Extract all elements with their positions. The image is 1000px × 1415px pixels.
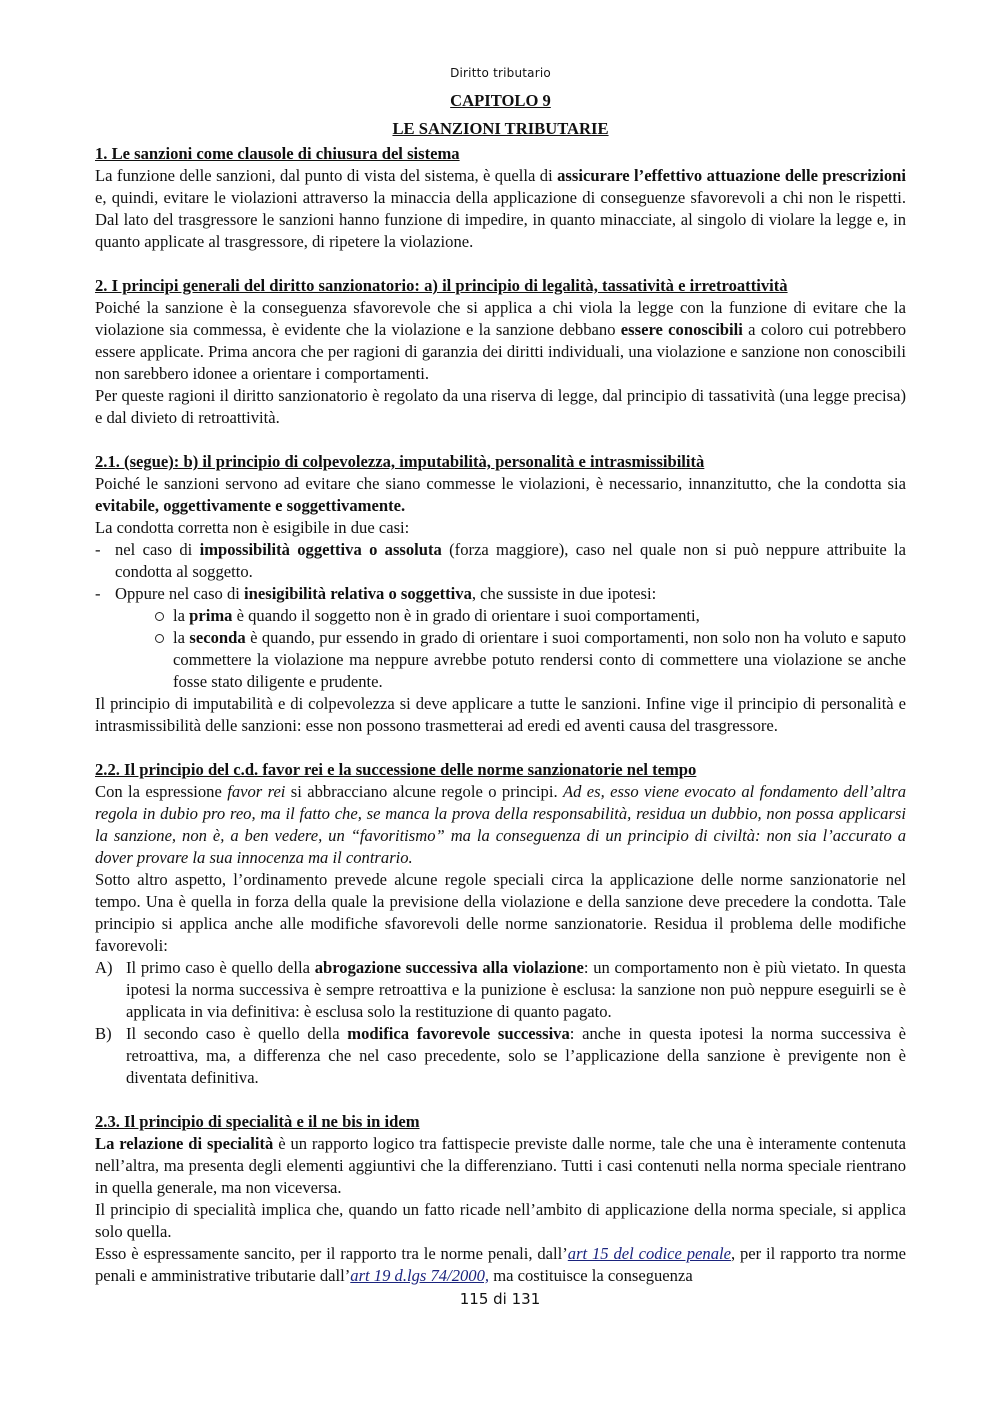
- section-2-2-paragraph-1: Con la espressione favor rei si abbracciano alcune regole o principi. Ad es, esso viene evocato al fondamento dell’altra regola in dubio pro reo, ma il fatto che, se manca la prova della responsabilità, residua un dubbio, non possa applicarsi la sanzione, non è, a ben vedere, un “favoritismo” ma la conseguenza di un principio di civiltà: non sia l’accurato a dover provare la sua innocenza ma il contrario.: [95, 782, 906, 867]
- link-art-19-dlgs[interactable]: art 19 d.lgs 74/2000,: [350, 1266, 490, 1285]
- section-2-paragraph-1: Poiché la sanzione è la conseguenza sfavorevole che si applica a chi viola la legge con la funzione di evitare che la violazione sia commessa, è evidente che la violazione e la sanzione debbano essere conoscibili a coloro cui potrebbero essere applicate. Prima ancora che per ragioni di garanzia dei diritti individuali, una violazione e sanzione non conoscibili non sarebbero idonee a orientare i comportamenti.: [95, 298, 906, 383]
- section-2-1-paragraph-2: La condotta corretta non è esigibile in due casi:: [95, 518, 410, 537]
- list-item: B) Il secondo caso è quello della modifica favorevole successiva: anche in questa ipotesi la norma successiva è retroattiva, ma, a differenza che nel caso precedente, solo se l’applicazione della sanzione è previgente non è diventata definitiva.: [95, 1024, 906, 1087]
- page-number: 115 di 131: [459, 1290, 541, 1308]
- dash-list: [95, 539, 906, 693]
- running-header: Diritto tributario: [450, 66, 551, 80]
- section-2-3-title: 2.3. Il principio di specialità e il ne bis in idem: [95, 1112, 420, 1131]
- section-1-paragraph: La funzione delle sanzioni, dal punto di vista del sistema, è quella di assicurare l’effettivo attuazione delle prescrizioni e, quindi, evitare le violazioni attraverso la minaccia della applicazione di conseguenze sfavorevoli a chi non le rispetti. Dal lato del trasgressore le sanzioni hanno funzione di impedire, in quanto minacciate, al singolo di violare la legge e, in quanto applicate al trasgressore, di ripetere la violazione.: [95, 166, 906, 251]
- section-2-2-paragraph-2: Sotto altro aspetto, l’ordinamento prevede alcune regole speciali circa la applicazione delle norme sanzionatorie nel tempo. Una è quella in forza della quale la previsione della violazione e della sanzione deve precedere la condotta. Tale principio si applica anche alle modifiche sfavorevoli delle norme sanzionatorie. Residua il problema delle modifiche favorevoli:: [95, 870, 906, 955]
- section-2-1-paragraph-3: Il principio di imputabilità e di colpevolezza si deve applicare a tutte le sanzioni. Infine vige il principio di personalità e intrasmissibilità delle sanzioni: esse non possono trasmetterai ad eredi ed aventi causa del trasgressore.: [95, 694, 906, 735]
- link-art-15-codice-penale[interactable]: art 15 del codice penale: [567, 1244, 731, 1263]
- document-page: [95, 62, 906, 1287]
- list-item: - Oppure nel caso di inesigibilità relativa o soggettiva, che sussiste in due ipotesi: la prima è quando il soggetto non è in grado di orientare i suoi comportamenti, la seconda è quando, pur essendo in grado di orientare i suoi comportamenti, non solo non ha voluto e saputo commettere la violazione ma neppure avrebbe potuto rendersi conto di commettere una violazione se anche fosse stato diligente e prudente.: [95, 583, 906, 693]
- section-2-paragraph-2: Per queste ragioni il diritto sanzionatorio è regolato da una riserva di legge, dal principio di tassatività (una legge precisa) e dal divieto di retroattività.: [95, 386, 906, 427]
- section-2-3-paragraph-1: La relazione di specialità è un rapporto logico tra fattispecie previste dalle norme, tale che una è interamente contenuta nell’altra, ma presenta degli elementi aggiuntivi che la differenziano. Tutti i casi contenuti nella norma speciale rientrano in quella generale, ma non viceversa.: [95, 1134, 906, 1197]
- section-2-3-paragraph-2: Il principio di specialità implica che, quando un fatto ricade nell’ambito di applicazione della norma speciale, si applica solo quella.: [95, 1200, 906, 1241]
- section-2-1-title: 2.1. (segue): b) il principio di colpevolezza, imputabilità, personalità e intrasmissibilità: [95, 452, 705, 471]
- section-2-title: 2. I principi generali del diritto sanzionatorio: a) il principio di legalità, tassatività e irretroattività: [95, 276, 788, 295]
- list-item: la seconda è quando, pur essendo in grado di orientare i suoi comportamenti, non solo non ha voluto e saputo commettere la violazione ma neppure avrebbe potuto rendersi conto di commettere una violazione se anche fosse stato diligente e prudente.: [153, 627, 906, 693]
- list-item: A) Il primo caso è quello della abrogazione successiva alla violazione: un comportamento non è più vietato. In questa ipotesi la norma successiva è sempre retroattiva e la punizione è esclusa: la sanzione non può neppure eseguirli se è applicata in via definitiva: è esclusa solo la restituzione di quanto pagato.: [95, 958, 906, 1021]
- list-item: la prima è quando il soggetto non è in grado di orientare i suoi comportamenti,: [153, 605, 906, 627]
- chapter-number: CAPITOLO 9: [450, 91, 551, 110]
- alpha-list: [95, 957, 906, 1089]
- section-2-3-paragraph-3: Esso è espressamente sancito, per il rapporto tra le norme penali, dall’art 15 del codice penale, per il rapporto tra norme penali e amministrative tributarie dall’art 19 d.lgs 74/2000, ma costituisce la conseguenza: [95, 1244, 906, 1285]
- chapter-title: LE SANZIONI TRIBUTARIE: [392, 119, 609, 138]
- circle-list: [115, 605, 906, 693]
- section-2-1-paragraph-1: Poiché le sanzioni servono ad evitare che siano commesse le violazioni, è necessario, innanzitutto, che la condotta sia evitabile, oggettivamente e soggettivamente.: [95, 474, 906, 515]
- list-item: - nel caso di impossibilità oggettiva o assoluta (forza maggiore), caso nel quale non si può neppure attribuite la condotta al soggetto.: [95, 539, 906, 583]
- section-1-title: 1. Le sanzioni come clausole di chiusura del sistema: [95, 144, 460, 163]
- section-2-2-title: 2.2. Il principio del c.d. favor rei e la successione delle norme sanzionatorie nel tempo: [95, 760, 697, 779]
